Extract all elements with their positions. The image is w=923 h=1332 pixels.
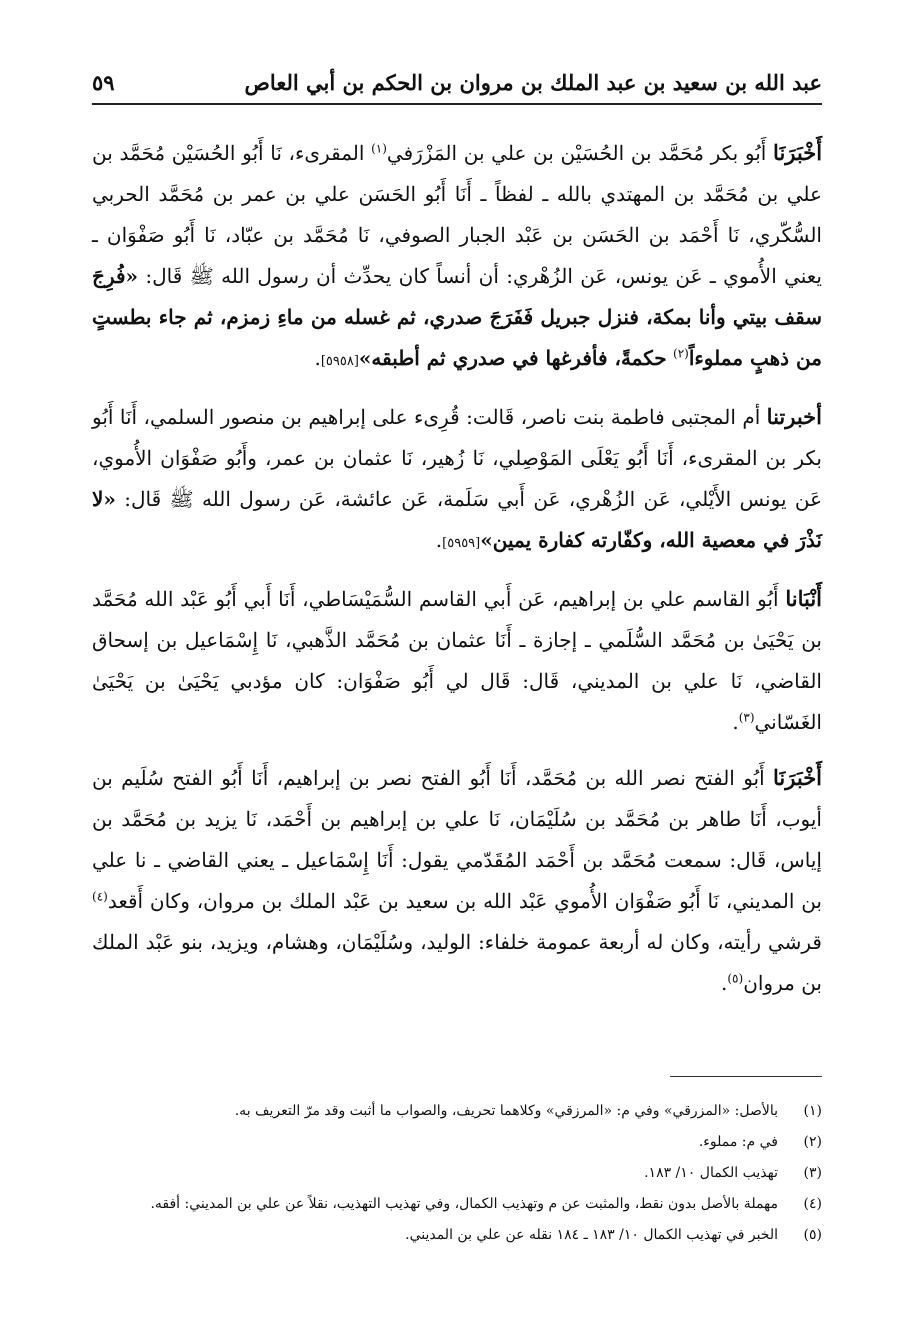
hadith-reference: [٥٩٥٨]	[320, 354, 359, 369]
footnote	[92, 1222, 822, 1249]
page-header	[92, 64, 822, 100]
hadith-text: «لا نَذْرَ في معصية الله، وكفّارته كفارة يمين»	[92, 487, 822, 552]
header-rule	[92, 103, 822, 105]
main-text	[92, 132, 822, 1018]
footnote-mark: (٥)	[727, 971, 744, 986]
paragraph-lead: أَنْبَانا	[785, 586, 823, 611]
footnote	[92, 1160, 822, 1187]
paragraph-1: أَخْبَرَنَا أَبُو بكر مُحَمَّد بن الحُسَيْن بن علي بن المَزْرَفي$^{(١)}$ المقرىء، نَا أَبُو الحُسَيْن مُحَمَّد بن علي بن مُحَمَّد بن المهتدي بالله ـ لفظاً ـ أَنَا أَبُو الحَسَن علي بن عمر بن مُحَمَّد الحربي السُّكّري، نَا أَحْمَد بن الحَسَن بن عَبْد الجبار الصوفي، نَا مُحَمَّد بن عبّاد، نَا أَبُو صَفْوَان ـ يعني الأُموي ـ عَن يونس، عَن الزُهْري: أن أنساً كان يحدِّث أن رسول الله ﷺ قَال: «فُرِجَ سقف بيتي وأنا بمكة، فنزل جبريل فَفَرَجَ صدري، ثم غسله من ماءِ زمزم، ثم جاء بطستٍ من ذهبٍ مملوءاً$^{(٢)}$ حكمةً، فأفرغها في صدري ثم أطبقه»[٥٩٥٨].	[92, 140, 823, 370]
paragraph-text: أَبُو بكر مُحَمَّد بن الحُسَيْن بن علي بن المَزْرَفي	[386, 141, 767, 165]
footnote-text: في م: مملوء.	[698, 1134, 778, 1150]
footnote-mark: (٢)	[673, 346, 689, 361]
footnotes	[92, 1098, 822, 1253]
footnote-number: (٣)	[803, 1165, 822, 1181]
paragraph-lead: أخبرتنا	[766, 404, 822, 429]
footnote-rule	[670, 1076, 822, 1077]
footnote-number: (١)	[803, 1103, 822, 1119]
footnote	[92, 1098, 822, 1125]
footnote-text: مهملة بالأصل بدون نقط، والمثبت عن م وتهذيب الكمال، وفي تهذيب التهذيب، نقلاً عن علي بن المديني: أفقه.	[150, 1196, 778, 1212]
footnote-number: (٢)	[803, 1134, 822, 1150]
hadith-text: «فُرِجَ سقف بيتي وأنا بمكة، فنزل جبريل فَفَرَجَ صدري، ثم غسله من ماءِ زمزم، ثم جاء بطستٍ من ذهبٍ مملوءاً	[92, 264, 822, 370]
paragraph-lead: أَخْبَرَنَا	[773, 140, 823, 165]
footnote-mark: (٣)	[738, 710, 755, 725]
paragraph-text: المقرىء، نَا أَبُو الحُسَيْن مُحَمَّد بن علي بن مُحَمَّد بن المهتدي بالله ـ لفظاً ـ أَنَا أَبُو الحَسَن علي بن عمر بن مُحَمَّد الحربي السُّكّري، نَا أَحْمَد بن الحَسَن بن عَبْد الجبار الصوفي، نَا مُحَمَّد بن عبّاد، نَا أَبُو صَفْوَان ـ يعني الأُموي ـ عَن يونس، عَن الزُهْري: أن أنساً كان يحدِّث أن رسول الله ﷺ قَال:	[92, 141, 822, 288]
paragraph-text: أم المجتبى فاطمة بنت ناصر، قَالت: قُرِىء على إبراهيم بن منصور السلمي، أَنَا أَبُو بكر بن المقرىء، أَنَا أَبُو يَعْلَى المَوْصِلي، نَا زُهير، نَا عثمان بن عمر، وأَبُو صَفْوَان الأُموي، عَن يونس الأَيْلي، عَن الزُهْري، عَن أَبي سَلَمة، عَن عائشة، عَن رسول الله ﷺ قَال:	[92, 405, 823, 511]
footnote-number: (٤)	[803, 1196, 822, 1212]
paragraph-end: .	[732, 710, 739, 734]
paragraph-text: أَبُو الفتح نصر الله بن مُحَمَّد، أَنَا أَبُو الفتح نصر بن إبراهيم، أَنَا أَبُو الفتح سُلَيم بن أيوب، أَنَا طاهر بن مُحَمَّد بن سُلَيْمَان، نَا علي بن إبراهيم بن أَحْمَد، نَا يزيد بن مُحَمَّد بن إياس، قَال: سمعت مُحَمَّد بن أَحْمَد المُقَدّمي يقول: أَنَا إِسْمَاعيل ـ يعني القاضي ـ نا علي بن المديني، نَا أَبُو صَفْوَان الأُموي عَبْد الله بن سعيد بن عَبْد الملك بن مروان، وكان أَقعد	[92, 766, 822, 913]
footnote-mark: (٤)	[92, 889, 108, 904]
footnote-text: بالأصل: «المزرقي» وفي م: «المرزقي» وكلاهما تحريف، والصواب ما أثبت وقد مرّ التعريف به.	[234, 1103, 778, 1119]
paragraph-end: .	[721, 971, 728, 995]
paragraph-text: قرشي رأيته، وكان له أربعة عمومة خلفاء: الوليد، وسُلَيْمَان، وهشام، ويزيد، بنو عَبْد الملك بن مروان	[92, 930, 822, 995]
paragraph-lead: أَخْبَرَنَا	[773, 765, 823, 790]
paragraph-3	[92, 578, 822, 743]
paragraph-4	[92, 757, 822, 1004]
hadith-reference: [٥٩٥٩]	[442, 536, 481, 551]
paragraph-text: أَبُو القاسم علي بن إبراهيم، عَن أَبي القاسم السُّمَيْسَاطي، أَنَا أَبي أَبُو عَبْد الله مُحَمَّد بن يَحْيَىٰ بن مُحَمَّد السُّلَمي ـ إجازة ـ أَنَا عثمان بن مُحَمَّد الذَّهبي، نَا إِسْمَاعيل بن إسحاق القاضي، نَا علي بن المديني، قَال: قَال لي أَبُو صَفْوَان: كان مؤدبي يَحْيَىٰ بن يَحْيَىٰ الغَسّاني	[92, 587, 822, 734]
footnote-mark: (١)	[371, 141, 387, 156]
page-number: ٥٩	[92, 69, 115, 95]
footnote-number: (٥)	[803, 1227, 822, 1243]
footnote	[92, 1129, 822, 1156]
footnote	[92, 1191, 822, 1218]
running-title: عبد الله بن سعيد بن عبد الملك بن مروان بن الحكم بن أبي العاص	[244, 69, 822, 95]
book-page	[92, 0, 822, 1332]
hadith-text: حكمةً، فأفرغها في صدري ثم أطبقه»	[358, 346, 667, 370]
paragraph-2: أخبرتنا أم المجتبى فاطمة بنت ناصر، قَالت: قُرِىء على إبراهيم بن منصور السلمي، أَنَا أَبُو بكر بن المقرىء، أَنَا أَبُو يَعْلَى المَوْصِلي، نَا زُهير، نَا عثمان بن عمر، وأَبُو صَفْوَان الأُموي، عَن يونس الأَيْلي، عَن الزُهْري، عَن أَبي سَلَمة، عَن عائشة، عَن رسول الله ﷺ قَال: «لا نَذْرَ في معصية الله، وكفّارته كفارة يمين»[٥٩٥٩].	[92, 404, 823, 552]
footnote-text: تهذيب الكمال ١٠/ ١٨٣.	[644, 1165, 778, 1181]
footnote-text: الخبر في تهذيب الكمال ١٠/ ١٨٣ ـ ١٨٤ نقله عن علي بن المديني.	[405, 1227, 778, 1243]
